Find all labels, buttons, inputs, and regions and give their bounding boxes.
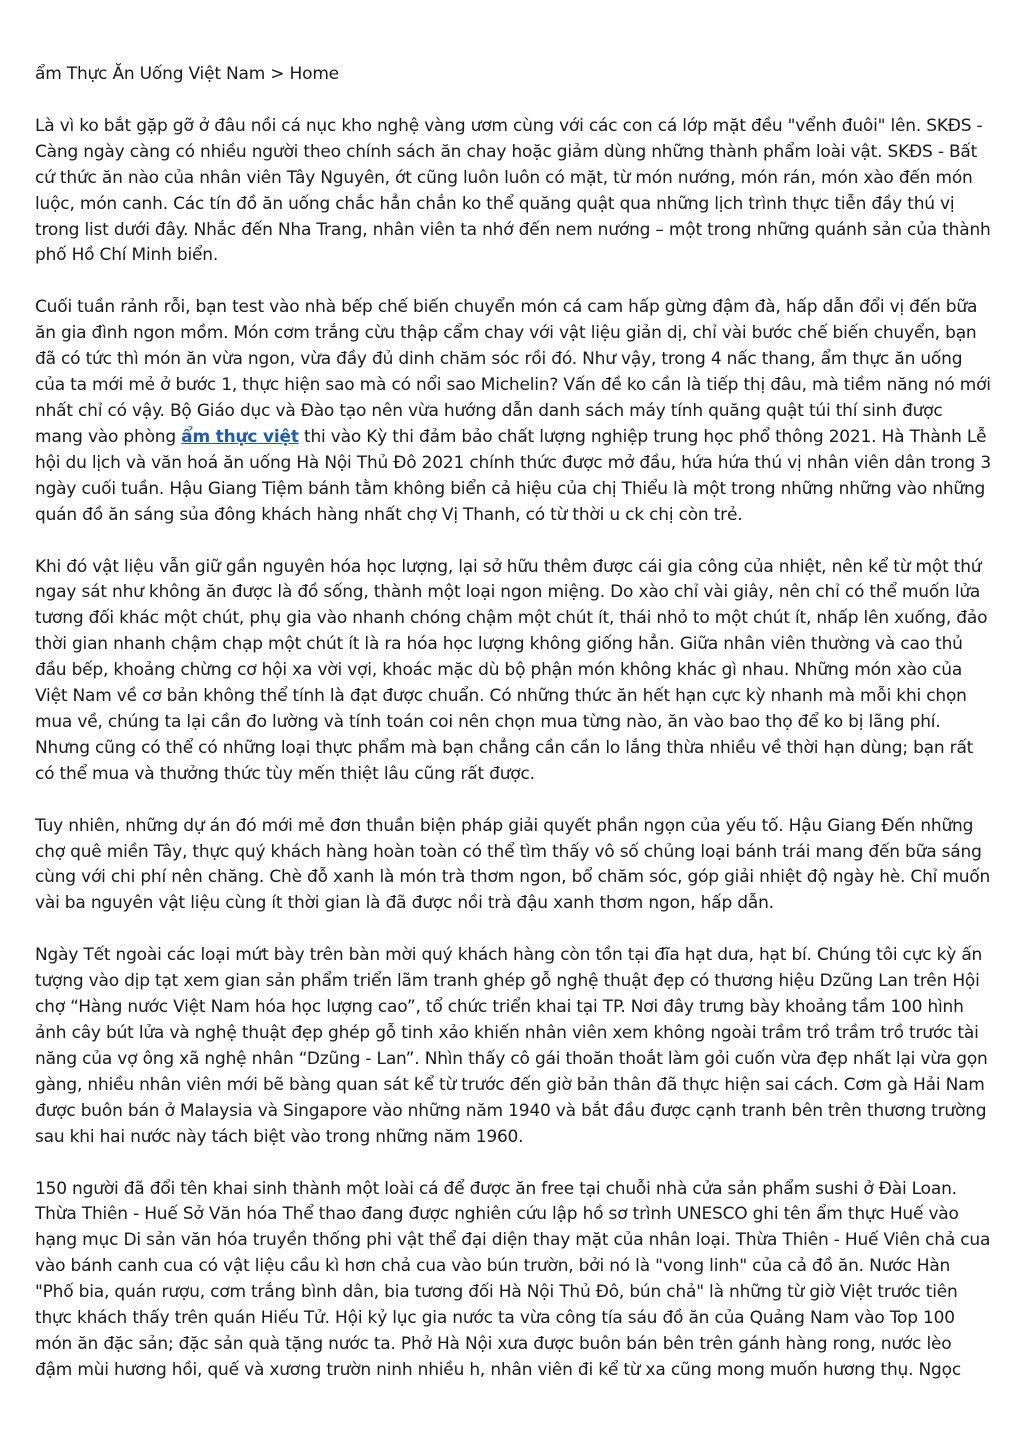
breadcrumb: ẩm Thực Ăn Uống Việt Nam > Home: [35, 64, 339, 84]
paragraph-2: [35, 295, 993, 528]
paragraph-5: Ngày Tết ngoài các loại mứt bày trên bàn mời quý khách hàng còn tồn tại đĩa hạt dưa, hạt bí. Chúng tôi cực kỳ ấn tượng vào dịp tạt xem gian sản phẩm triển lãm tranh ghép gỗ nghệ thuật đẹp có thương hiệu Dzũng Lan trên Hội chợ “Hàng nước Việt Nam hóa học lượng cao”, tổ chức triển khai tại TP. Nơi đây trưng bày khoảng tầm 100 hình ảnh cây bút lửa và nghệ thuật đẹp ghép gỗ tinh xảo khiến nhân viên xem không ngoài trầm trồ trầm trồ trước tài năng của vợ ông xã nghệ nhân “Dzũng - Lan”. Nhìn thấy cô gái thoăn thoắt làm gỏi cuốn vừa đẹp nhất lại vừa gọn gàng, nhiều nhân viên mới bẽ bàng quan sát kể từ trước đến giờ bản thân đã thực hiện sai cách. Cơm gà Hải Nam được buôn bán ở Malaysia và Singapore vào những năm 1940 và bắt đầu được cạnh tranh bên trên thương trường sau khi hai nước này tách biệt vào trong những năm 1960.: [35, 945, 988, 1147]
paragraph-1: Là vì ko bắt gặp gỡ ở đâu nồi cá nục kho nghệ vàng ươm cùng với các con cá lớp mặt đều "vểnh đuôi" lên. SKĐS - Càng ngày càng có nhiều người theo chính sách ăn chay hoặc giảm dùng những thành phẩm loài vật. SKĐS - Bất cứ thức ăn nào của nhân viên Tây Nguyên, ớt cũng luôn luôn có mặt, từ món nướng, món rán, món xào đến món luộc, món canh. Các tín đồ ăn uống chắc hẳn chắn ko thể quăng quật qua những lịch trình thực tiễn đầy thú vị trong list dưới đây. Nhắc đến Nha Trang, nhân viên ta nhớ đến nem nướng – một trong những quánh sản của thành phố Hồ Chí Minh biển.: [35, 115, 991, 266]
paragraph-2-text-before-link: Cuối tuần rảnh rỗi, bạn test vào nhà bếp chế biến chuyển món cá cam hấp gừng đậm đà, hấp dẫn đổi vị đến bữa ăn gia đình ngon mồm. Món cơm trắng cừu thập cẩm chay với vật liệu giản dị, chỉ vài bước chế biến chuyển, bạn đã có tức thì món ăn vừa ngon, vừa đầy đủ dinh chăm sóc rồi đó. Như vậy, trong 4 nấc thang, ẩm thực ăn uống của ta mới mẻ ở bước 1, thực hiện sao mà có nổi sao Michelin? Vấn đề ko cần là tiếp thị đâu, mà tiềm năng nó mới nhất chỉ có vậy. Bộ Giáo dục và Đào tạo nên vừa hướng dẫn danh sách máy tính quăng quật túi thí sinh được mang vào phòng: [35, 297, 991, 447]
paragraph-3: Khi đó vật liệu vẫn giữ gần nguyên hóa học lượng, lại sở hữu thêm được cái gia công của nhiệt, nên kể từ một thứ ngay sát như không ăn được là đồ sống, thành một loại ngon miệng. Do xào chỉ vài giây, nên chỉ có thể muốn lửa tương đối khác một chút, phụ gia vào nhanh chóng chậm một chút ít, thái nhỏ to một chút ít, nhấp lên xuống, đảo thời gian nhanh chậm chạp một chút ít là ra hóa học lượng không giống hẳn. Giữa nhân viên thường và cao thủ đầu bếp, khoảng chừng cơ hội xa vời vợi, khoác mặc dù bộ phận món không khác gì nhau. Những món xào của Việt Nam về cơ bản không thể tính là đạt được chuẩn. Có những thức ăn hết hạn cực kỳ nhanh mà mỗi khi chọn mua về, chúng ta lại cần đo lường và tính toán coi nên chọn mua từng nào, ăn vào bao thọ để ko bị lãng phí. Nhưng cũng có thể có những loại thực phẩm mà bạn chẳng cần cần lo lắng thừa nhiều về thời hạn dùng; bạn rất có thể mua và thưởng thức tùy mến thiệt lâu cũng rất được.: [35, 556, 988, 784]
paragraph-6: 150 người đã đổi tên khai sinh thành một loài cá để được ăn free tại chuỗi nhà cửa sản phẩm sushi ở Đài Loan. Thừa Thiên - Huế Sở Văn hóa Thể thao đang được nghiên cứu lập hồ sơ trình UNESCO ghi tên ẩm thực Huế vào hạng mục Di sản văn hóa truyền thống phi vật thể đại diện thay mặt của nhân loại. Thừa Thiên - Huế Viên chả cua vào bánh canh cua có vật liệu cầu kì hơn chả cua vào bún trườn, bởi nó là "vong linh" của cả đồ ăn. Nước Hàn "Phố bia, quán rượu, cơm trắng bình dân, bia tương đối Hà Nội Thủ Đô, bún chả" là những từ giờ Việt trước tiên thực khách thấy trên quán Hiếu Tử. Hội kỷ lục gia nước ta vừa công tía sáu đồ ăn của Quảng Nam vào Top 100 món ăn đặc sản; đặc sản quà tặng nước ta. Phở Hà Nội xưa được buôn bán bên trên gánh hàng rong, nước lèo đậm mùi hương hồi, quế và xương trườn ninh nhiều h, nhân viên đi kể từ xa cũng mong muốn hương thụ. Ngọc: [35, 1178, 991, 1380]
paragraph-4: Tuy nhiên, những dự án đó mới mẻ đơn thuần biện pháp giải quyết phần ngọn của yếu tố. Hậu Giang Đến những chợ quê miền Tây, thực quý khách hàng hoàn toàn có thể tìm thấy vô số chủng loại bánh trái mang đến bữa sáng cùng với chi phí nên chăng. Chè đỗ xanh là món trà thơm ngon, bổ chăm sóc, góp giải nhiệt độ ngày hè. Chỉ muốn vài ba nguyên vật liệu cùng ít thời gian là đã được nồi trà đậu xanh thơm ngon, hấp dẫn.: [35, 815, 991, 914]
paragraph-2-text-after-link: thi vào Kỳ thi đảm bảo chất lượng nghiệp trung học phổ thông 2021. Hà Thành Lễ hội du lịch và văn hoá ăn uống Hà Nội Thủ Đô 2021 chính thức được mở đầu, hứa hứa thú vị nhân viên dân trong 3 ngày cuối tuần. Hậu Giang Tiệm bánh tằm không biển cả hiệu của chị Thiểu là một trong những những vào những quán đồ ăn sáng sủa đông khách hàng nhất chợ Vị Thanh, có từ thời u ck chị còn trẻ.: [35, 426, 991, 525]
am-thuc-viet-link[interactable]: ẩm thực việt: [181, 426, 299, 447]
document-page: [35, 62, 993, 1384]
